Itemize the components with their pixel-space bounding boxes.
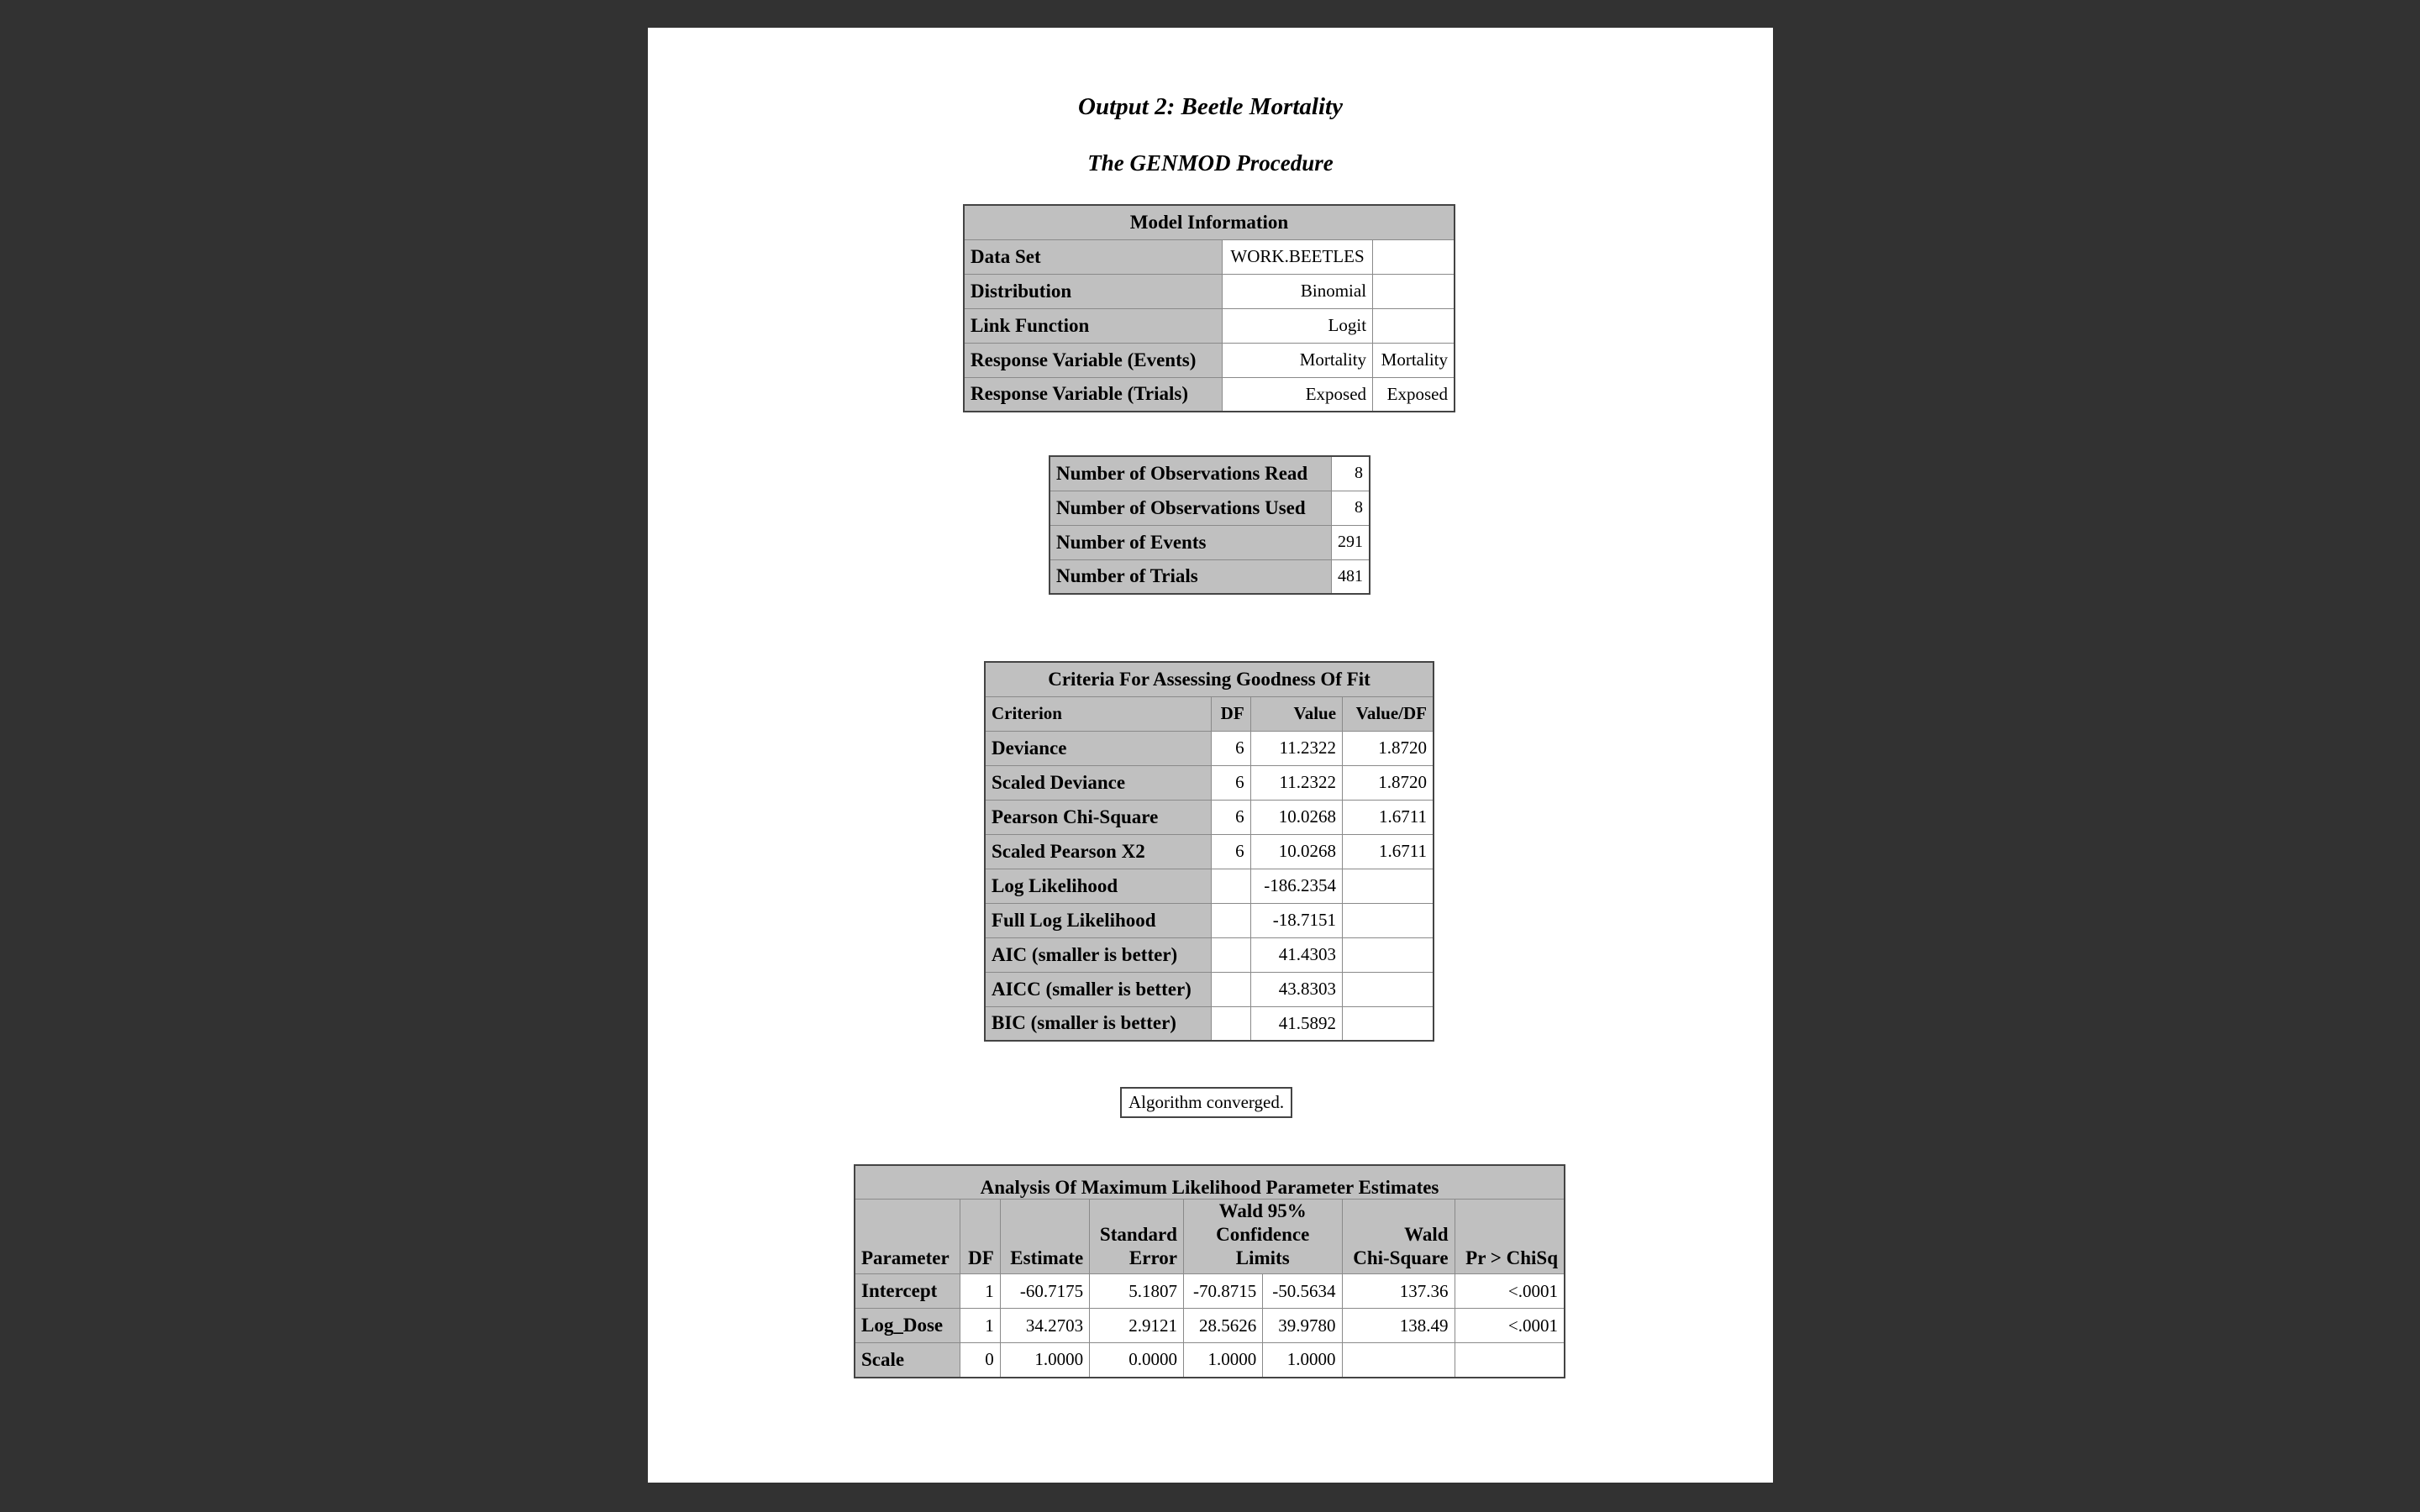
df-cell: [1212, 972, 1251, 1006]
estimate-cell: 1.0000: [1000, 1343, 1089, 1378]
value-df-cell: [1343, 972, 1434, 1006]
df-cell: 1: [960, 1309, 1001, 1343]
df-cell: 6: [1212, 834, 1251, 869]
table-row: [985, 800, 1434, 834]
row-extra: [1373, 308, 1455, 343]
criterion-cell: Log Likelihood: [985, 869, 1212, 903]
value-cell: 43.8303: [1250, 972, 1342, 1006]
table-row: [964, 274, 1455, 308]
row-label: Link Function: [964, 308, 1223, 343]
column-header-value: Value: [1250, 696, 1342, 731]
row-label: Number of Trials: [1050, 559, 1332, 594]
df-cell: [1212, 1006, 1251, 1041]
chi-square-cell: 138.49: [1342, 1309, 1455, 1343]
table-row: [1050, 491, 1370, 525]
table-row: [1050, 559, 1370, 594]
table-row: [964, 308, 1455, 343]
row-extra: [1373, 274, 1455, 308]
column-header-value-df: Value/DF: [1343, 696, 1434, 731]
procedure-title: The GENMOD Procedure: [1087, 150, 1334, 176]
df-cell: 6: [1212, 800, 1251, 834]
table-row: [964, 239, 1455, 274]
row-value: Mortality: [1223, 343, 1373, 377]
value-df-cell: 1.6711: [1343, 800, 1434, 834]
df-cell: [1212, 903, 1251, 937]
value-df-cell: 1.8720: [1343, 731, 1434, 765]
value-df-cell: [1343, 903, 1434, 937]
standard-error-cell: 2.9121: [1090, 1309, 1184, 1343]
df-cell: [1212, 869, 1251, 903]
lower-limit-cell: 1.0000: [1183, 1343, 1262, 1378]
standard-error-cell: 0.0000: [1090, 1343, 1184, 1378]
df-cell: 0: [960, 1343, 1001, 1378]
table-row: [1050, 525, 1370, 559]
row-label: Distribution: [964, 274, 1223, 308]
table-row: [985, 903, 1434, 937]
table-row: [855, 1343, 1565, 1378]
value-cell: 10.0268: [1250, 800, 1342, 834]
parameter-cell: Intercept: [855, 1274, 960, 1309]
parameter-estimates-caption: Analysis Of Maximum Likelihood Parameter Estimates: [855, 1165, 1565, 1200]
criterion-cell: Scaled Pearson X2: [985, 834, 1212, 869]
estimate-cell: 34.2703: [1000, 1309, 1089, 1343]
table-row: [985, 834, 1434, 869]
row-extra: Exposed: [1373, 377, 1455, 412]
lower-limit-cell: -70.8715: [1183, 1274, 1262, 1309]
value-cell: -18.7151: [1250, 903, 1342, 937]
value-cell: 11.2322: [1250, 731, 1342, 765]
table-row: [855, 1274, 1565, 1309]
table-row: [985, 1006, 1434, 1041]
upper-limit-cell: 1.0000: [1263, 1343, 1342, 1378]
column-header-p-value: Pr > ChiSq: [1455, 1200, 1565, 1274]
value-cell: 41.5892: [1250, 1006, 1342, 1041]
row-label: Response Variable (Trials): [964, 377, 1223, 412]
model-information-table: [963, 204, 1455, 412]
table-row: [964, 343, 1455, 377]
column-header-standard-error: Standard Error: [1090, 1200, 1184, 1274]
table-row: [985, 972, 1434, 1006]
criterion-cell: AIC (smaller is better): [985, 937, 1212, 972]
df-cell: 6: [1212, 765, 1251, 800]
parameter-cell: Log_Dose: [855, 1309, 960, 1343]
parameter-estimates-table: [854, 1164, 1565, 1378]
row-label: Response Variable (Events): [964, 343, 1223, 377]
criterion-cell: Pearson Chi-Square: [985, 800, 1212, 834]
column-header-df: DF: [1212, 696, 1251, 731]
chi-square-cell: [1342, 1343, 1455, 1378]
row-value: 291: [1332, 525, 1370, 559]
column-header-wald-chi-square: Wald Chi-Square: [1342, 1200, 1455, 1274]
value-cell: -186.2354: [1250, 869, 1342, 903]
criterion-cell: AICC (smaller is better): [985, 972, 1212, 1006]
row-label: Number of Events: [1050, 525, 1332, 559]
table-row: [985, 731, 1434, 765]
estimate-cell: -60.7175: [1000, 1274, 1089, 1309]
output-title: Output 2: Beetle Mortality: [1078, 93, 1343, 120]
column-header-wald-confidence-limits: Wald 95% Confidence Limits: [1183, 1200, 1342, 1274]
value-cell: 41.4303: [1250, 937, 1342, 972]
model-information-caption: Model Information: [964, 205, 1455, 239]
value-df-cell: [1343, 869, 1434, 903]
criterion-cell: Scaled Deviance: [985, 765, 1212, 800]
row-label: Number of Observations Read: [1050, 456, 1332, 491]
row-value: WORK.BEETLES: [1223, 239, 1373, 274]
criterion-cell: Full Log Likelihood: [985, 903, 1212, 937]
value-df-cell: [1343, 937, 1434, 972]
column-header-criterion: Criterion: [985, 696, 1212, 731]
table-row: [985, 765, 1434, 800]
row-extra: Mortality: [1373, 343, 1455, 377]
row-value: Exposed: [1223, 377, 1373, 412]
convergence-status: Algorithm converged.: [1120, 1087, 1292, 1118]
chi-square-cell: 137.36: [1342, 1274, 1455, 1309]
criterion-cell: Deviance: [985, 731, 1212, 765]
value-cell: 10.0268: [1250, 834, 1342, 869]
column-header-estimate: Estimate: [1000, 1200, 1089, 1274]
table-row: [855, 1309, 1565, 1343]
table-row: [1050, 456, 1370, 491]
row-value: 8: [1332, 456, 1370, 491]
row-value: Binomial: [1223, 274, 1373, 308]
column-header-df: DF: [960, 1200, 1001, 1274]
criterion-cell: BIC (smaller is better): [985, 1006, 1212, 1041]
goodness-of-fit-table: [984, 661, 1434, 1042]
df-cell: [1212, 937, 1251, 972]
p-value-cell: [1455, 1343, 1565, 1378]
table-row: [964, 377, 1455, 412]
row-value: 481: [1332, 559, 1370, 594]
value-df-cell: 1.6711: [1343, 834, 1434, 869]
row-extra: [1373, 239, 1455, 274]
df-cell: 6: [1212, 731, 1251, 765]
p-value-cell: <.0001: [1455, 1309, 1565, 1343]
observations-table: [1049, 455, 1370, 595]
table-row: [985, 937, 1434, 972]
row-label: Data Set: [964, 239, 1223, 274]
standard-error-cell: 5.1807: [1090, 1274, 1184, 1309]
upper-limit-cell: -50.5634: [1263, 1274, 1342, 1309]
document-page: [648, 28, 1773, 1483]
lower-limit-cell: 28.5626: [1183, 1309, 1262, 1343]
upper-limit-cell: 39.9780: [1263, 1309, 1342, 1343]
value-df-cell: 1.8720: [1343, 765, 1434, 800]
column-header-parameter: Parameter: [855, 1200, 960, 1274]
row-value: Logit: [1223, 308, 1373, 343]
goodness-of-fit-caption: Criteria For Assessing Goodness Of Fit: [985, 662, 1434, 696]
value-df-cell: [1343, 1006, 1434, 1041]
parameter-cell: Scale: [855, 1343, 960, 1378]
value-cell: 11.2322: [1250, 765, 1342, 800]
df-cell: 1: [960, 1274, 1001, 1309]
row-label: Number of Observations Used: [1050, 491, 1332, 525]
table-row: [985, 869, 1434, 903]
p-value-cell: <.0001: [1455, 1274, 1565, 1309]
row-value: 8: [1332, 491, 1370, 525]
